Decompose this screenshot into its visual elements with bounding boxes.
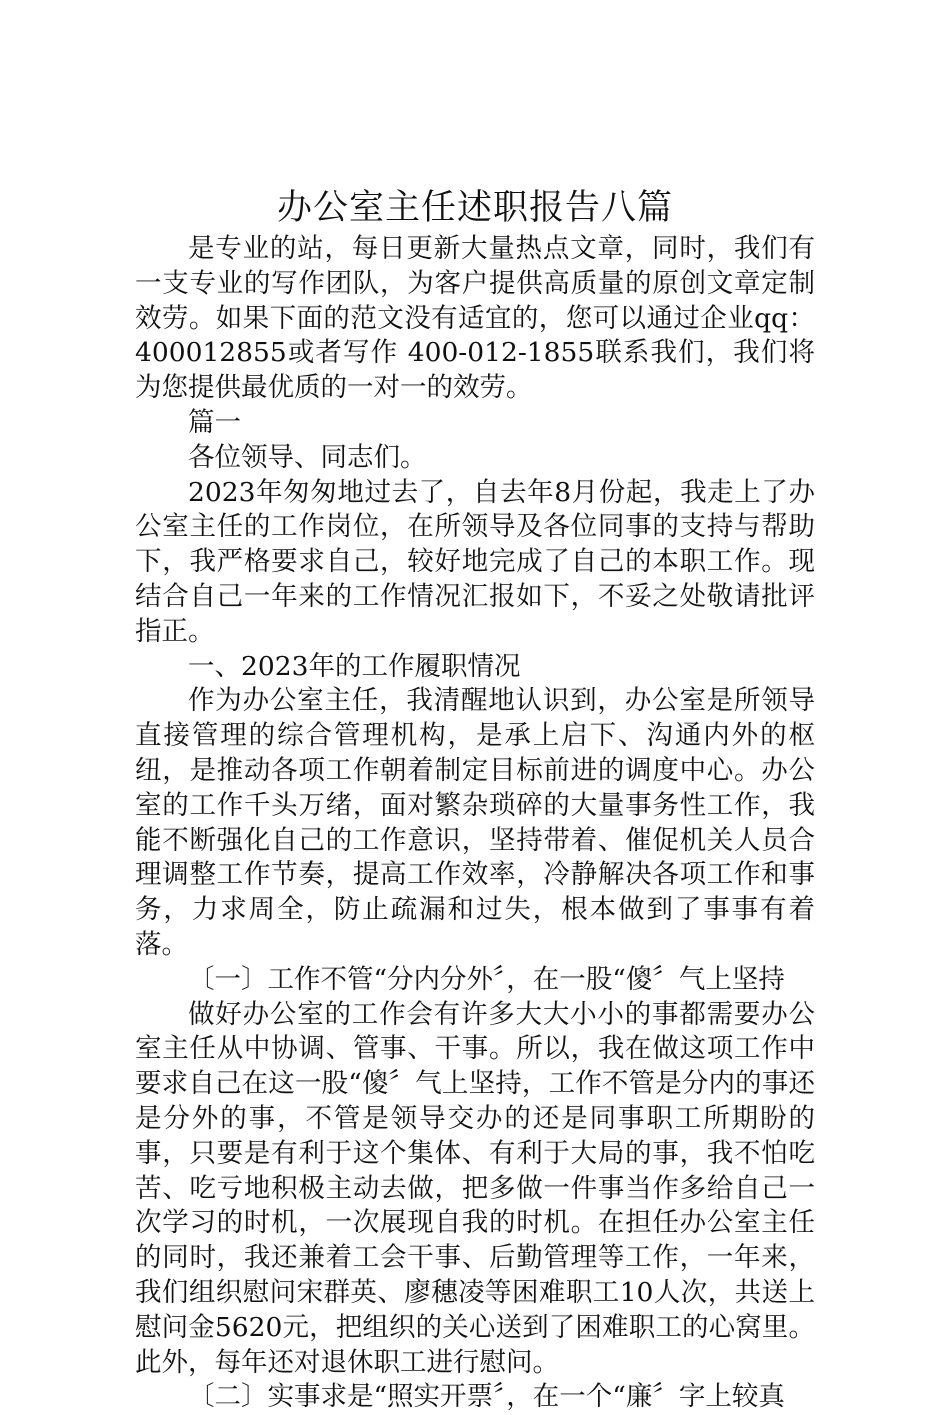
document-title: 办公室主任述职报告八篇 <box>276 188 673 228</box>
body-paragraph: 做好办公室的工作会有许多大大小小的事都需要办公室主任从中协调、管事、干事。所以，我在做这项工作中要求自己在这一股“傻〞气上坚持，工作不管是分内的事还是分外的事，不管是领导交办的还是同事职工所期盼的事，只要是有利于这个集体、有利于大局的事，我不怕吃苦、吃亏地积极主动去做，把多做一件事当作多给自己一次学习的时机，一次展现自我的时机。在担任办公室主任的同时，我还兼着工会干事、后勤管理等工作，一年来，我们组织慰问宋群英、廖穗凌等困难职工10人次，共送上慰问金5620元，把组织的关心送到了困难职工的心窝里。此外，每年还对退休职工进行慰问。 <box>135 998 815 1378</box>
body-paragraph: 作为办公室主任，我清醒地认识到，办公室是所领导直接管理的综合管理机构，是承上启下、沟通内外的枢纽，是推动各项工作朝着制定目标前进的调度中心。办公室的工作千头万绪，面对繁杂琐碎的大量事务性工作，我能不断强化自己的工作意识，坚持带着、催促机关人员合理调整工作节奏，提高工作效率，冷静解决各项工作和事务，力求周全，防止疏漏和过失，根本做到了事事有着落。 <box>135 685 815 960</box>
body-paragraph: 2023年匆匆地过去了，自去年8月份起，我走上了办公室主任的工作岗位，在所领导及各位同事的支持与帮助下，我严格要求自己，较好地完成了自己的本职工作。现结合自己一年来的工作情况汇报如下，不妥之处敬请批评指正。 <box>135 476 815 647</box>
section-label: 篇一 <box>188 406 241 438</box>
subsection-heading: 〔二〕实事求是“照实开票〞，在一个“廉〞字上较真 <box>188 1381 785 1413</box>
intro-paragraph: 是专业的站，每日更新大量热点文章，同时，我们有一支专业的写作团队，为客户提供高质量的原创文章定制效劳。如果下面的范文没有适宜的，您可以通过企业qq：400012855或者写作 400-012-1855联系我们，我们将为您提供最优质的一对一的效劳。 <box>135 233 815 404</box>
salutation: 各位领导、同志们。 <box>188 441 427 473</box>
section-heading: 一、2023年的工作履职情况 <box>188 650 521 682</box>
document-body <box>135 232 815 1415</box>
subsection-heading: 〔一〕工作不管“分内分外〞，在一股“傻〞气上坚持 <box>188 963 785 995</box>
